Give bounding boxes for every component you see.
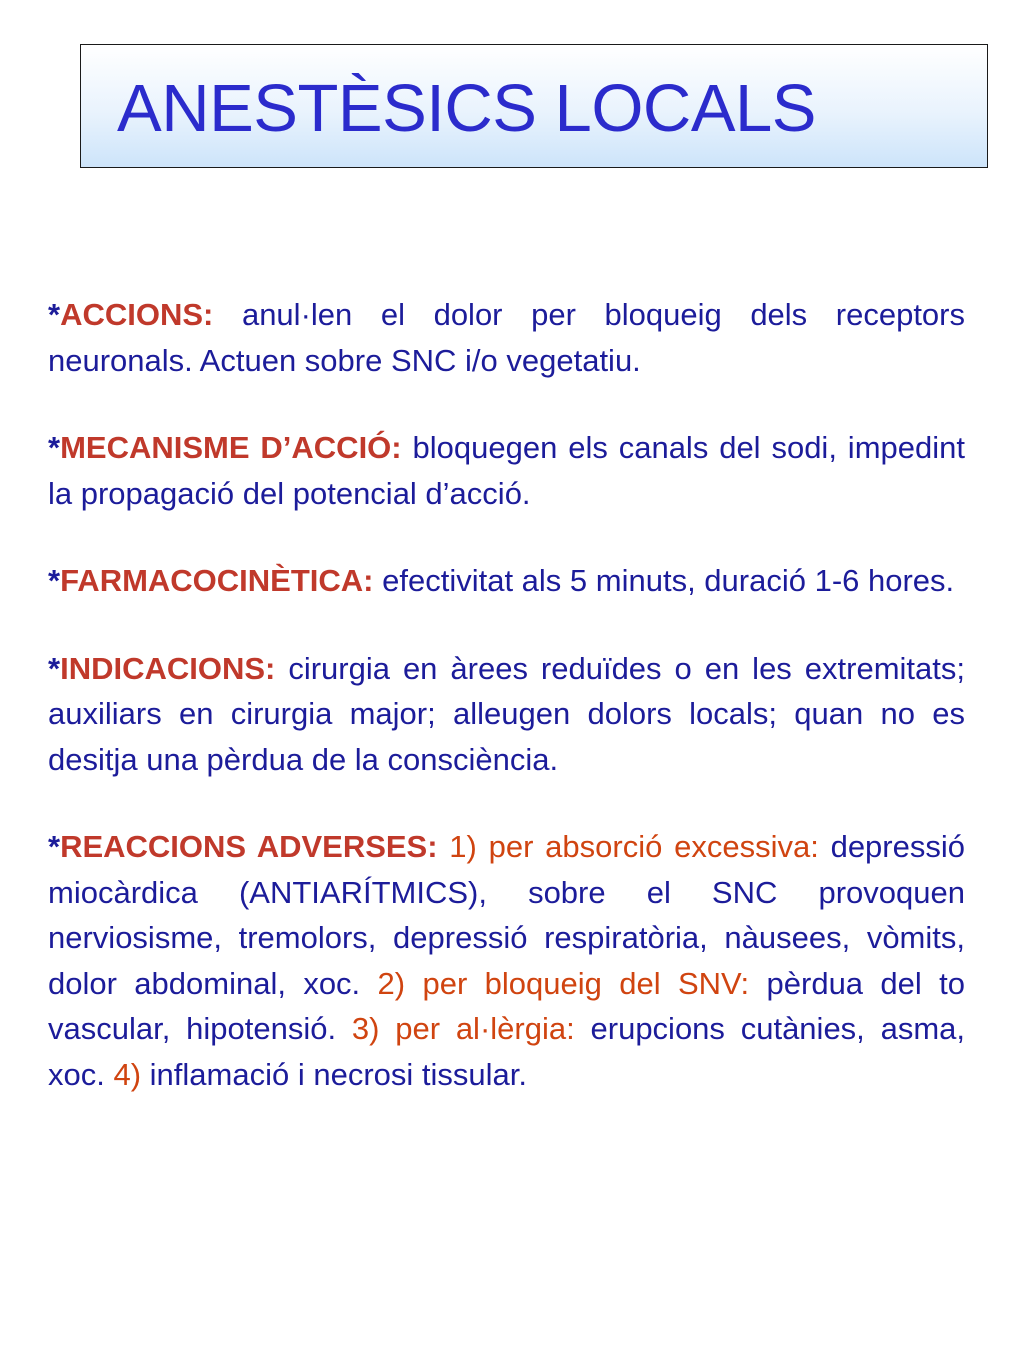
section-accions: [48, 292, 965, 383]
bullet-star: *: [48, 650, 61, 686]
title-box: [80, 44, 988, 168]
section-farmacocinetica: [48, 558, 965, 604]
section-heading: MECANISME D’ACCIÓ:: [60, 430, 402, 465]
section-heading: FARMACOCINÈTICA:: [60, 563, 374, 598]
subheading-4: 4): [104, 1056, 142, 1092]
text-allergia: erupcions cutànies, asma, xoc.: [48, 1011, 966, 1092]
bullet-star: *: [48, 563, 61, 598]
section-heading: INDICACIONS:: [60, 650, 276, 686]
text-absorcio: depressió miocàrdica (ANTIARÍTMICS), sobre el SNC provoquen nerviosisme, tremolors, depressió respiratòria, nàusees, vòmits, dolor abdominal, xoc.: [48, 829, 965, 1001]
section-body: bloquegen els canals del sodi, impedint la propagació del potencial d’acció.: [48, 430, 965, 511]
bullet-star: *: [48, 297, 61, 332]
subheading-allergia: 3) per al·lèrgia:: [336, 1011, 575, 1046]
text-bloqueig: pèrdua del to vascular, hipotensió.: [48, 965, 965, 1046]
section-body: anul·len el dolor per bloqueig dels receptors neuronals. Actuen sobre SNC i/o vegetatiu.: [48, 297, 965, 378]
page-title: ANESTÈSICS LOCALS: [117, 71, 816, 146]
text-inflamacio: inflamació i necrosi tissular.: [141, 1056, 527, 1092]
section-heading: REACCIONS ADVERSES:: [60, 829, 438, 864]
section-heading: ACCIONS:: [60, 297, 214, 332]
section-reaccions-adverses: [48, 824, 965, 1097]
bullet-star: *: [48, 430, 61, 465]
content-area: [48, 292, 965, 1139]
section-indicacions: [48, 646, 965, 783]
subheading-bloqueig: 2) per bloqueig del SNV:: [360, 965, 750, 1001]
section-mecanisme: [48, 425, 965, 516]
section-body: cirurgia en àrees reduïdes o en les extremitats; auxiliars en cirurgia major; alleugen dolors locals; quan no es desitja una pèrdua de la consciència.: [48, 650, 965, 777]
subheading-absorcio: 1) per absorció excessiva:: [437, 829, 819, 864]
bullet-star: *: [48, 829, 61, 864]
section-body: efectivitat als 5 minuts, duració 1-6 hores.: [373, 563, 955, 598]
